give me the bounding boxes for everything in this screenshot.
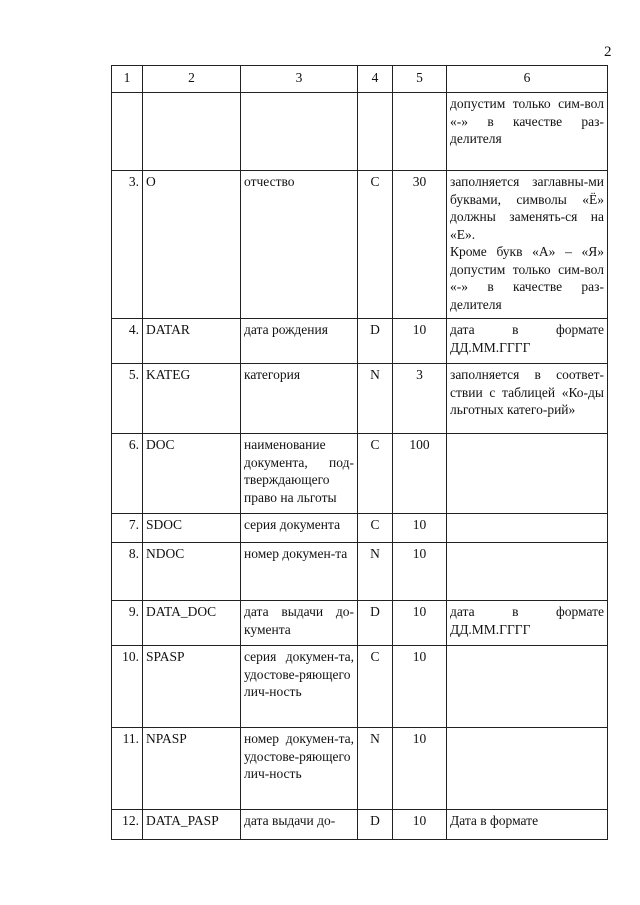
column-header-5: 5 <box>393 66 447 93</box>
field-description: наименование документа, под-тверждающего право на льготы <box>241 434 358 514</box>
header-row <box>112 66 608 93</box>
field-length: 10 <box>393 514 447 543</box>
field-code: NDOC <box>143 543 241 601</box>
table-row <box>112 364 608 434</box>
field-code: KATEG <box>143 364 241 434</box>
field-type: C <box>358 171 393 319</box>
field-length: 30 <box>393 171 447 319</box>
field-type: N <box>358 543 393 601</box>
row-number: 3. <box>112 171 143 319</box>
field-description: номер докумен-та <box>241 543 358 601</box>
field-note <box>447 728 608 810</box>
row-number: 8. <box>112 543 143 601</box>
field-type: C <box>358 514 393 543</box>
field-code <box>143 93 241 171</box>
field-note: допустим только сим-вол «-» в качестве раз-делителя <box>447 93 608 171</box>
field-length: 10 <box>393 810 447 840</box>
field-description: номер докумен-та, удостове-ряющего лич-ность <box>241 728 358 810</box>
field-description: дата выдачи до-кумента <box>241 601 358 646</box>
row-number <box>112 93 143 171</box>
field-note: Дата в формате <box>447 810 608 840</box>
field-code: O <box>143 171 241 319</box>
field-length: 10 <box>393 319 447 364</box>
field-code: DOC <box>143 434 241 514</box>
field-description: категория <box>241 364 358 434</box>
field-description: дата рождения <box>241 319 358 364</box>
row-number: 10. <box>112 646 143 728</box>
field-length: 10 <box>393 646 447 728</box>
column-header-1: 1 <box>112 66 143 93</box>
row-number: 4. <box>112 319 143 364</box>
table-body <box>112 93 608 840</box>
field-note <box>447 514 608 543</box>
field-length: 10 <box>393 728 447 810</box>
column-header-4: 4 <box>358 66 393 93</box>
field-length: 3 <box>393 364 447 434</box>
field-length <box>393 93 447 171</box>
column-header-6: 6 <box>447 66 608 93</box>
table-row <box>112 810 608 840</box>
table-row <box>112 93 608 171</box>
field-description: дата выдачи до- <box>241 810 358 840</box>
row-number: 9. <box>112 601 143 646</box>
field-type: D <box>358 810 393 840</box>
column-header-3: 3 <box>241 66 358 93</box>
field-code: DATA_PASP <box>143 810 241 840</box>
fields-table <box>111 65 608 840</box>
row-number: 6. <box>112 434 143 514</box>
field-code: DATA_DOC <box>143 601 241 646</box>
field-note <box>447 543 608 601</box>
table-row <box>112 728 608 810</box>
table-row <box>112 543 608 601</box>
field-description <box>241 93 358 171</box>
field-code: SDOC <box>143 514 241 543</box>
table-row <box>112 601 608 646</box>
field-length: 100 <box>393 434 447 514</box>
field-note: заполняется заглавны-ми буквами, символы «Ё» должны заменять-ся на «Е». Кроме букв «А» – «Я» допустим только сим-вол «-» в качестве раз-делителя <box>447 171 608 319</box>
field-type: D <box>358 319 393 364</box>
page-number: 2 <box>604 44 612 60</box>
row-number: 7. <box>112 514 143 543</box>
field-length: 10 <box>393 543 447 601</box>
field-type: C <box>358 646 393 728</box>
field-type: N <box>358 728 393 810</box>
table-row <box>112 319 608 364</box>
field-type: C <box>358 434 393 514</box>
field-description: отчество <box>241 171 358 319</box>
field-code: DATAR <box>143 319 241 364</box>
field-type <box>358 93 393 171</box>
field-note: дата в формате ДД.ММ.ГГГГ <box>447 601 608 646</box>
table-row <box>112 434 608 514</box>
field-note <box>447 646 608 728</box>
field-note: дата в формате ДД.ММ.ГГГГ <box>447 319 608 364</box>
row-number: 12. <box>112 810 143 840</box>
field-description: серия документа <box>241 514 358 543</box>
table-row <box>112 171 608 319</box>
field-type: D <box>358 601 393 646</box>
table-row <box>112 514 608 543</box>
field-note: заполняется в соответ-ствии с таблицей «Ко-ды льготных катего-рий» <box>447 364 608 434</box>
field-note <box>447 434 608 514</box>
field-code: NPASP <box>143 728 241 810</box>
row-number: 11. <box>112 728 143 810</box>
table-row <box>112 646 608 728</box>
field-type: N <box>358 364 393 434</box>
row-number: 5. <box>112 364 143 434</box>
field-code: SPASP <box>143 646 241 728</box>
field-description: серия докумен-та, удостове-ряющего лич-ность <box>241 646 358 728</box>
column-header-2: 2 <box>143 66 241 93</box>
field-length: 10 <box>393 601 447 646</box>
